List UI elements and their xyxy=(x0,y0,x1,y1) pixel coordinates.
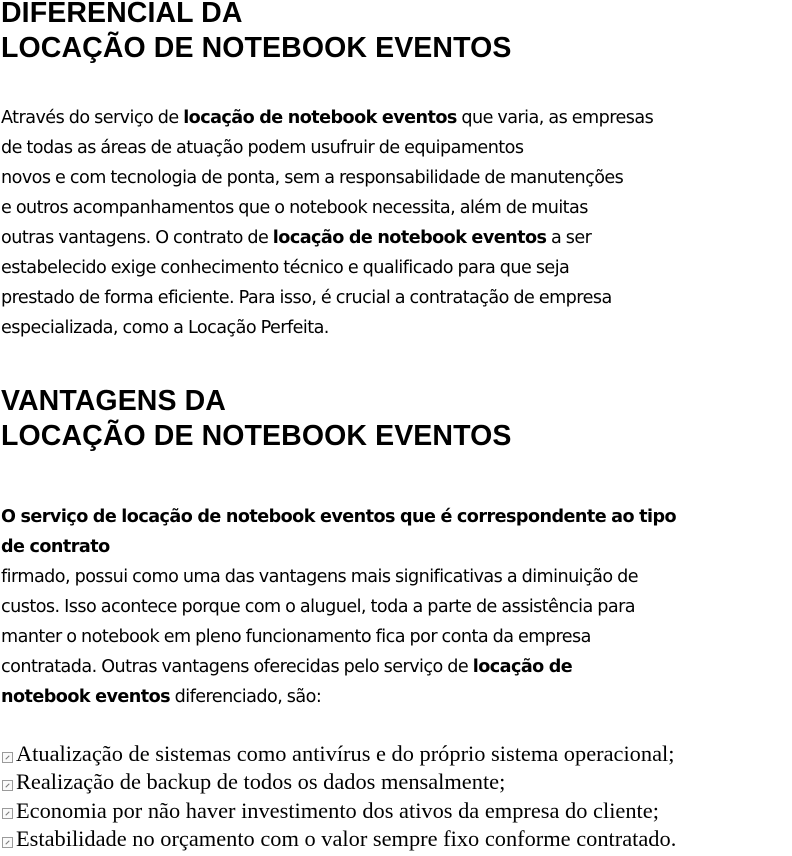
paragraph-vantagens xyxy=(1,502,676,712)
paragraph-line xyxy=(1,193,653,223)
bold-keyword: O serviço de locação de notebook eventos que é correspondente ao tipo xyxy=(1,507,677,527)
paragraph-line xyxy=(1,532,676,562)
text-run: a ser xyxy=(546,228,592,248)
paragraph-line xyxy=(1,502,676,532)
text-run: Através do serviço de xyxy=(1,108,184,128)
bold-keyword: de contrato xyxy=(1,537,110,557)
paragraph-line xyxy=(1,592,676,622)
paragraph-line xyxy=(1,313,653,343)
heading-vantagens xyxy=(1,384,511,454)
heading-diferencial xyxy=(1,0,511,66)
text-run: prestado de forma eficiente. Para isso, é crucial a contratação de empresa xyxy=(1,288,612,308)
bullet-icon xyxy=(2,780,13,791)
text-run: contratada. Outras vantagens oferecidas pelo serviço de xyxy=(1,657,473,677)
bullet-icon xyxy=(2,837,13,848)
paragraph-line xyxy=(1,163,653,193)
text-run: de todas as áreas de atuação podem usufruir de equipamentos xyxy=(1,138,524,158)
paragraph-line xyxy=(1,253,653,283)
paragraph-line xyxy=(1,682,676,712)
list-item xyxy=(2,797,676,825)
paragraph-diferencial xyxy=(1,103,653,343)
list-item xyxy=(2,825,676,853)
paragraph-line xyxy=(1,223,653,253)
text-run: manter o notebook em pleno funcionamento fica por conta da empresa xyxy=(1,627,591,647)
paragraph-line xyxy=(1,283,653,313)
text-run: novos e com tecnologia de ponta, sem a responsabilidade de manutenções xyxy=(1,168,624,188)
paragraph-line xyxy=(1,133,653,163)
text-run: especializada, como a Locação Perfeita. xyxy=(1,318,329,338)
heading-line: LOCAÇÃO DE NOTEBOOK EVENTOS xyxy=(1,420,512,452)
paragraph-line xyxy=(1,652,676,682)
paragraph-line xyxy=(1,622,676,652)
list-item-text: Realização de backup de todos os dados mensalmente; xyxy=(16,769,506,795)
bullet-icon xyxy=(2,752,13,763)
advantages-list xyxy=(2,740,676,853)
text-run: e outros acompanhamentos que o notebook necessita, além de muitas xyxy=(1,198,588,218)
paragraph-line xyxy=(1,562,676,592)
text-run: diferenciado, são: xyxy=(170,687,322,707)
paragraph-line xyxy=(1,103,653,133)
list-item-text: Estabilidade no orçamento com o valor sempre fixo conforme contratado. xyxy=(16,825,677,851)
list-item xyxy=(2,740,676,768)
list-item xyxy=(2,768,676,796)
heading-line: DIFERENCIAL DA xyxy=(1,0,243,29)
list-item-text: Atualização de sistemas como antivírus e do próprio sistema operacional; xyxy=(16,741,675,766)
list-item-text: Economia por não haver investimento dos ativos da empresa do cliente; xyxy=(16,797,659,823)
heading-line: VANTAGENS DA xyxy=(1,385,226,417)
bold-keyword: locação de notebook eventos xyxy=(272,228,547,248)
text-run: estabelecido exige conhecimento técnico e qualificado para que seja xyxy=(1,258,570,278)
bold-keyword: locação de xyxy=(472,657,573,677)
heading-line: LOCAÇÃO DE NOTEBOOK EVENTOS xyxy=(1,32,512,64)
bullet-icon xyxy=(2,808,13,819)
text-run: que varia, as empresas xyxy=(456,108,654,128)
text-run: firmado, possui como uma das vantagens mais significativas a diminuição de xyxy=(1,567,639,587)
bold-keyword: locação de notebook eventos xyxy=(183,108,457,128)
text-run: outras vantagens. O contrato de xyxy=(1,228,273,248)
text-run: custos. Isso acontece porque com o aluguel, toda a parte de assistência para xyxy=(1,597,636,617)
bold-keyword: notebook eventos xyxy=(1,687,171,707)
